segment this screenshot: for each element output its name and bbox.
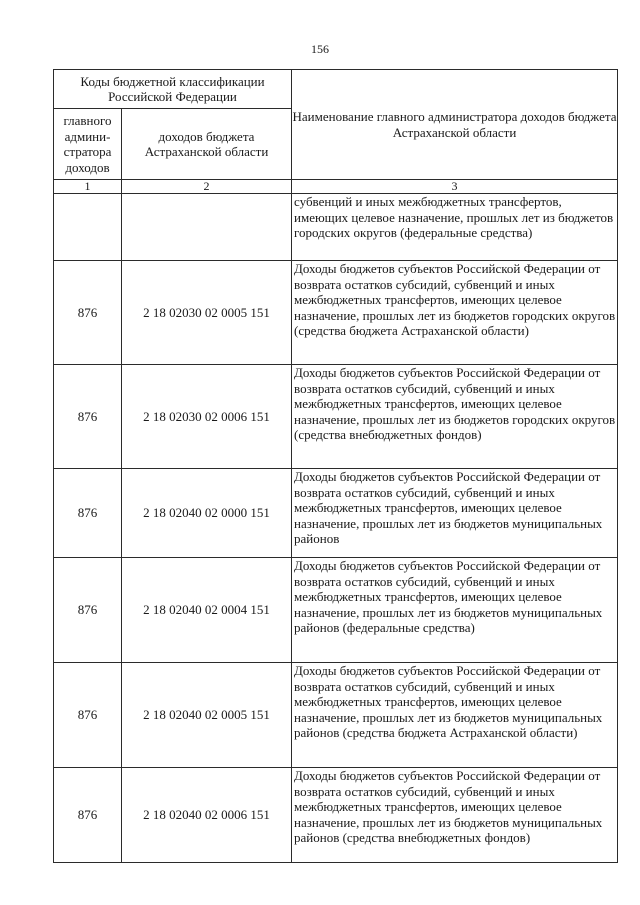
page-number: 156 [311, 42, 329, 56]
revenue-code-cell: 2 18 02040 02 0000 151 [122, 469, 292, 558]
table-row [54, 469, 618, 558]
description-cell: Доходы бюджетов субъектов Российской Федерации от возврата остатков субсидий, субвенций и иных межбюджетных трансфертов, имеющих целевое назначение, прошлых лет из бюджетов муниципальных районов (федеральные средства) [292, 558, 618, 663]
revenue-code-cell: 2 18 02040 02 0005 151 [122, 663, 292, 768]
description-cell: Доходы бюджетов субъектов Российской Федерации от возврата остатков субсидий, субвенций и иных межбюджетных трансфертов, имеющих целевое назначение, прошлых лет из бюджетов муниципальных районов (средства внебюджетных фондов) [292, 768, 618, 863]
budget-classification-table [53, 69, 618, 863]
header-revenue-code: доходов бюджета Астраханской области [122, 109, 292, 180]
revenue-code-cell: 2 18 02030 02 0005 151 [122, 261, 292, 365]
admin-code-cell [54, 194, 122, 261]
column-number-1: 1 [54, 180, 122, 194]
revenue-code-cell [122, 194, 292, 261]
revenue-code-cell: 2 18 02040 02 0004 151 [122, 558, 292, 663]
table-row [54, 261, 618, 365]
header-admin-code: главного админи-стратора доходов [54, 109, 122, 180]
column-number-2: 2 [122, 180, 292, 194]
table-row [54, 194, 618, 261]
admin-code-cell: 876 [54, 663, 122, 768]
header-administrator-name: Наименование главного администратора доходов бюджета Астраханской области [292, 70, 618, 180]
table-row [54, 768, 618, 863]
description-cell: Доходы бюджетов субъектов Российской Федерации от возврата остатков субсидий, субвенций и иных межбюджетных трансфертов, имеющих целевое назначение, прошлых лет из бюджетов городских округов (средства бюджета Астраханской области) [292, 261, 618, 365]
description-cell: Доходы бюджетов субъектов Российской Федерации от возврата остатков субсидий, субвенций и иных межбюджетных трансфертов, имеющих целевое назначение, прошлых лет из бюджетов муниципальных районов [292, 469, 618, 558]
description-cell: Доходы бюджетов субъектов Российской Федерации от возврата остатков субсидий, субвенций и иных межбюджетных трансфертов, имеющих целевое назначение, прошлых лет из бюджетов муниципальных районов (средства бюджета Астраханской области) [292, 663, 618, 768]
revenue-code-cell: 2 18 02030 02 0006 151 [122, 365, 292, 469]
admin-code-cell: 876 [54, 261, 122, 365]
admin-code-cell: 876 [54, 558, 122, 663]
table-row [54, 365, 618, 469]
admin-code-cell: 876 [54, 365, 122, 469]
column-number-3: 3 [292, 180, 618, 194]
admin-code-cell: 876 [54, 768, 122, 863]
description-cell: Доходы бюджетов субъектов Российской Федерации от возврата остатков субсидий, субвенций и иных межбюджетных трансфертов, имеющих целевое назначение, прошлых лет из бюджетов городских округов (средства внебюджетных фондов) [292, 365, 618, 469]
table-row [54, 558, 618, 663]
table-row [54, 663, 618, 768]
description-cell: субвенций и иных межбюджетных трансфертов, имеющих целевое назначение, прошлых лет из бюджетов городских округов (федеральные средства) [292, 194, 618, 261]
revenue-code-cell: 2 18 02040 02 0006 151 [122, 768, 292, 863]
header-codes-group: Коды бюджетной классификации Российской Федерации [54, 70, 292, 109]
admin-code-cell: 876 [54, 469, 122, 558]
